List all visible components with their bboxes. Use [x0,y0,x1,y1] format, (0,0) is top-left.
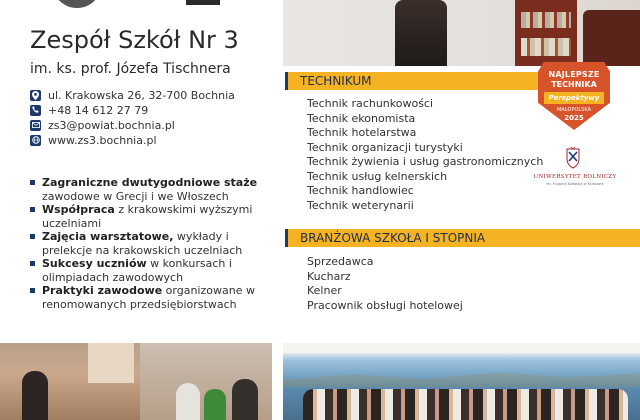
list-item: Sprzedawca [307,255,374,268]
contact-text: www.zs3.bochnia.pl [48,133,157,147]
list-item: Technik usług kelnerskich [307,169,448,183]
feature-item [30,203,280,230]
list-item: Technik organizacji turystyki [307,140,463,154]
list-item: Kucharz [307,269,351,283]
feature-text: w konkursach i olimpiadach zawodowych [42,257,232,284]
contact-text: ul. Krakowska 26, 32-700 Bochnia [48,88,235,102]
university-crest-icon [566,147,580,169]
feature-item [30,230,280,257]
list-item: Kelner [307,284,342,297]
badge-line1: NAJLEPSZE [548,70,600,79]
location-pin-icon [30,90,41,101]
feature-item [30,284,280,311]
logo-mark [186,0,220,5]
list-item: Technik weterynarii [307,198,414,212]
contact-list [30,88,235,148]
photo-window [88,343,134,383]
contact-text: +48 14 612 27 79 [48,103,149,117]
bottom-right-photo [283,343,640,420]
list-item: Technik rachunkowości [307,97,434,110]
contact-address [30,88,235,102]
photo-books [521,38,571,56]
feature-item [30,176,280,203]
badge-ribbon: Perspektywy [544,92,604,104]
bullet-square-icon [30,207,35,212]
university-subtitle: im. Hugona Kołłątaja w Krakowie [546,182,604,186]
feature-bold: Współpraca [42,203,115,216]
photo-awning [283,343,640,353]
badge-line2: TECHNIKA [551,80,597,89]
section-title: BRANŻOWA SZKOŁA I STOPNIA [300,231,486,245]
contact-phone[interactable] [30,103,235,117]
section-title: TECHNIKUM [300,74,372,88]
email-icon [30,120,41,131]
feature-text: zawodowe w Grecji i we Włoszech [42,189,229,203]
photo-person [232,379,258,420]
list-item: Technik żywienia i usług gastronomicznych [307,155,544,168]
feature-text: wykłady i prelekcje na krakowskich uczelniach [42,230,243,257]
list-item: Technik handlowiec [307,184,414,197]
photo-person [204,389,226,420]
globe-icon [30,135,41,146]
photo-bookshelf [515,0,577,66]
list-item: Technik ekonomista [307,111,416,125]
feature-bold: Sukcesy uczniów [42,257,147,270]
badge-year: 2025 [564,114,584,122]
branzowa-list [307,255,463,313]
school-subtitle: im. ks. prof. Józefa Tischnera [30,61,231,77]
photo-person [22,371,48,420]
technikum-header [285,72,557,90]
feature-bold: Praktyki zawodowe [42,284,163,297]
photo-person [176,383,200,420]
bullet-square-icon [30,261,35,266]
branzowa-header [285,229,640,247]
bullet-square-icon [30,234,35,239]
photo-group [303,389,628,420]
university-name: UNIWERSYTET ROLNICZY [533,174,617,180]
feature-bold: Zagraniczne dwutygodniowe staże [42,176,258,189]
bullet-square-icon [30,288,35,293]
photo-hills [283,369,640,387]
photo-chair [583,10,640,66]
feature-item [30,257,280,284]
feature-bold: Zajęcia warsztatowe, [42,230,174,243]
list-item: Technik hotelarstwa [307,126,417,139]
contact-website[interactable] [30,133,235,147]
contact-text: zs3@powiat.bochnia.pl [48,118,175,132]
feature-text: z krakowskimi wyższymi uczelniami [42,203,253,230]
photo-books [521,12,571,28]
technikum-list [307,97,543,213]
list-item: Pracownik obsługi hotelowej [307,298,463,312]
najlepsze-technika-badge [538,62,610,130]
phone-icon [30,105,41,116]
badge-region: MAŁOPOLSKA [556,107,591,113]
school-name: Zespół Szkół Nr 3 [30,26,239,54]
school-logo [52,0,102,8]
bottom-left-photo [0,343,272,420]
contact-email[interactable] [30,118,235,132]
feature-list [30,176,280,311]
bullet-square-icon [30,180,35,185]
photo-person [395,0,447,66]
top-photo [283,0,640,66]
feature-text: organizowane w renomowanych przedsiębiorstwach [42,284,255,311]
